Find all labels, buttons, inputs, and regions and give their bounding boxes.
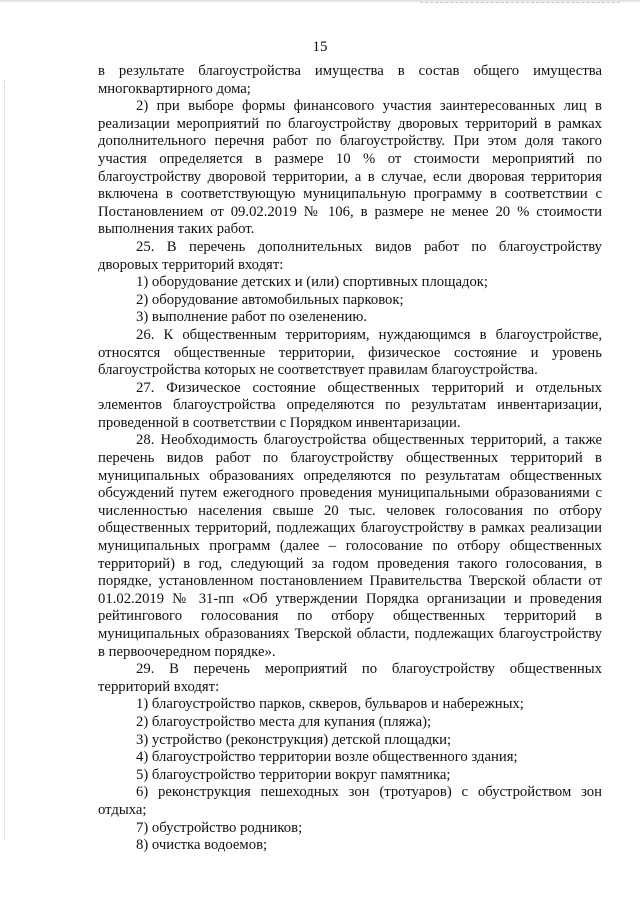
list-item-29-3: 3) устройство (реконструкция) детской площадки;: [136, 731, 452, 748]
document-body: [98, 63, 602, 855]
paragraph-item-2-financial-participation: 2) при выборе формы финансового участия заинтересованных лиц в реализации мероприятий по благоустройству дворовых территорий в рамках дополнительного перечня работ по благоустройству. При этом доля такого участия определяется в размере 10 % от стоимости мероприятий по благоустройству дворовой территории, а в случае, если дворовая территория включена в соответствующую муниципальную программу в соответствии с Постановлением от 09.02.2019 № 106, в размере не менее 20 % стоимости выполнения таких работ.: [98, 98, 602, 238]
list-item-29-7: 7) обустройство родников;: [136, 819, 303, 836]
paragraph-29: 29. В перечень мероприятий по благоустройству общественных территорий входят:: [98, 661, 602, 695]
scan-top-marks: [420, 2, 620, 5]
list-item-29-4: 4) благоустройство территории возле общественного здания;: [136, 749, 518, 766]
list-item-29-1: 1) благоустройство парков, скверов, бульваров и набережных;: [136, 696, 524, 713]
paragraph-25: 25. В перечень дополнительных видов работ по благоустройству дворовых территорий входят:: [98, 238, 602, 273]
list-item-29-6: 6) реконструкция пешеходных зон (тротуаров) с обустройством зон отдыха;: [98, 784, 602, 818]
list-item-29-2: 2) благоустройство места для купания (пляжа);: [136, 713, 432, 730]
list-item-25-2: 2) оборудование автомобильных парковок;: [136, 291, 404, 308]
list-item-25-3: 3) выполнение работ по озеленению.: [136, 309, 368, 326]
paragraph-27: 27. Физическое состояние общественных территорий и отдельных элементов благоустройства определяются по результатам инвентаризации, проведенной в соответствии с Порядком инвентаризации.: [98, 379, 602, 431]
paragraph-continuation: в результате благоустройства имущества в состав общего имущества многоквартирного дома;: [98, 63, 602, 97]
scan-left-edge: [4, 80, 6, 840]
list-item-29-8: 8) очистка водоемов;: [136, 837, 268, 854]
list-item-25-1: 1) оборудование детских и (или) спортивных площадок;: [136, 274, 489, 291]
paragraph-28: 28. Необходимость благоустройства общественных территорий, а также перечень видов работ по благоустройству общественных территорий в муниципальных образованиях определяются по результатам общественных обсуждений путем ежегодного проведения муниципальными образованиями с численностью населения свыше 20 тыс. человек голосования по отбору общественных территорий, подлежащих благоустройству в рамках реализации муниципальных программ (далее – голосование по отбору общественных территорий) в год, следующий за годом проведения такого голосования, в порядке, установленном постановлением Правительства Тверской области от 01.02.2019 № 31-пп «Об утверждении Порядка организации и проведения рейтингового голосования по отбору общественных территорий в муниципальных образованиях Тверской области, подлежащих благоустройству в первоочередном порядке».: [98, 432, 602, 660]
page-number: 15: [312, 39, 328, 55]
list-item-29-5: 5) благоустройство территории вокруг памятника;: [136, 766, 451, 783]
paragraph-26: 26. К общественным территориям, нуждающимся в благоустройстве, относятся общественные территории, физическое состояние и уровень благоустройства которых не соответствует правилам благоустройства.: [98, 326, 602, 379]
